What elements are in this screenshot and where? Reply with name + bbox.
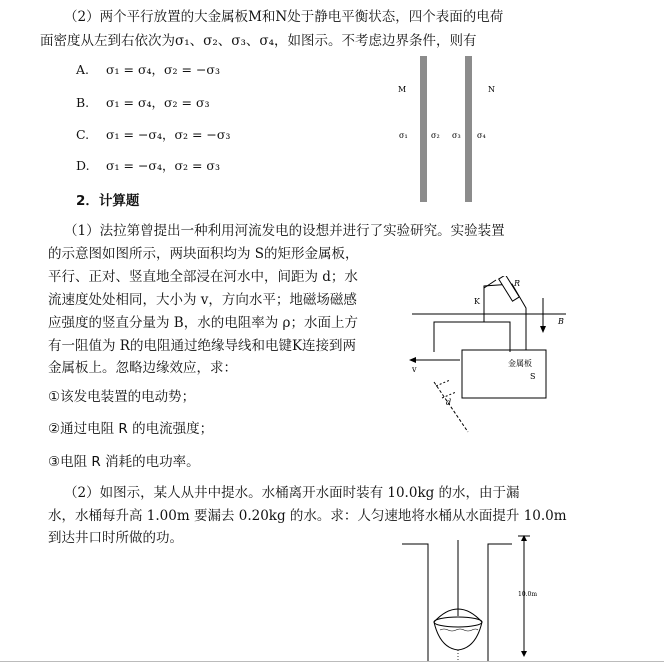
label-b: B (558, 317, 564, 326)
option-label: A. (76, 62, 90, 77)
q2-line2: 的示意图如图所示，两块面积均为 S的矩形金属板， (48, 246, 359, 262)
option-label: C. (76, 127, 90, 142)
q2-line7: 金属板上。忽略边缘效应，求： (48, 360, 237, 376)
option-d (76, 156, 220, 174)
option-label: D. (76, 158, 90, 173)
q2-item3: ③电阻 R 消耗的电功率。 (48, 454, 200, 470)
label-sigma1: σ₁ (399, 131, 408, 140)
option-text: σ₁ = σ₄，σ₂ = −σ₃ (105, 62, 220, 77)
parallel-plates-figure (390, 56, 500, 204)
label-sigma3: σ₃ (452, 131, 461, 140)
river-generator-figure (398, 276, 578, 436)
label-k: K (474, 297, 480, 306)
label-plate: 金属板 (508, 359, 532, 368)
label-n: N (488, 85, 495, 94)
q3-line3: 到达井口时所做的功。 (48, 530, 183, 546)
option-text: σ₁ = −σ₄，σ₂ = −σ₃ (105, 127, 231, 142)
label-v: v (412, 365, 417, 374)
switch (484, 280, 496, 288)
label-sigma2: σ₂ (431, 131, 440, 140)
well-wall-left (402, 544, 428, 662)
label-sigma4: σ₄ (477, 131, 486, 140)
q2-item2: ②通过电阻 R 的电流强度； (48, 421, 214, 437)
label-m: M (398, 85, 407, 94)
option-b (76, 93, 210, 111)
label-s: S (530, 372, 536, 381)
q2-line5: 应强度的竖直分量为 B，水的电阻率为 ρ；水面上方 (48, 315, 358, 331)
q2-line6: 有一阻值为 R的电阻通过绝缘导线和电键K连接到两 (48, 338, 357, 354)
option-a (76, 60, 220, 78)
label-r: R (514, 279, 521, 288)
option-c (76, 125, 230, 143)
q2-line3: 平行、正对、竖直地全部浸在河水中，间距为 d；水 (48, 269, 358, 285)
bucket-icon (434, 602, 482, 662)
plate-m (420, 56, 427, 202)
plate-n (465, 56, 472, 202)
q1-line1: （2）两个平行放置的大金属板M和N处于静电平衡状态，四个表面的电荷 (64, 9, 504, 25)
q1-line2: 面密度从左到右依次为σ₁、σ₂、σ₃、σ₄，如图示。不考虑边界条件，则有 (40, 33, 477, 49)
q2-item1: ①该发电装置的电动势； (48, 389, 196, 405)
label-d: d (446, 398, 452, 407)
q2-line1: （1）法拉第曾提出一种利用河流发电的设想并进行了实验研究。实验装置 (64, 223, 505, 239)
option-text: σ₁ = −σ₄，σ₂ = σ₃ (105, 158, 220, 173)
q2-line4: 流速度处处相同，大小为 v，方向水平；地磁场磁感 (48, 292, 357, 308)
option-text: σ₁ = σ₄，σ₂ = σ₃ (105, 95, 210, 110)
section-title: 2．计算题 (76, 193, 140, 209)
option-label: B. (76, 95, 90, 110)
label-height: 10.0m (518, 591, 538, 598)
well-wall-right (488, 544, 512, 662)
well-figure (398, 530, 598, 662)
q3-line1: （2）如图示，某人从井中提水。水桶离开水面时装有 10.0kg 的水，由于漏 (64, 485, 520, 501)
q3-line2: 水，水桶每升高 1.00m 要漏去 0.20kg 的水。求：人匀速地将水桶从水面提升 10.0m (48, 508, 567, 524)
